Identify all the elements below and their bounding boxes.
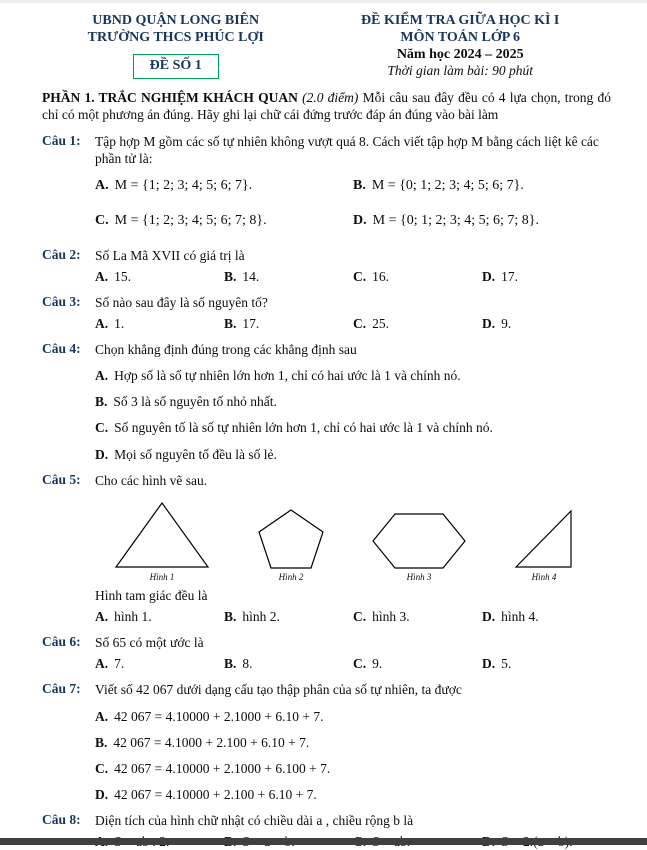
option-d-text: 17. [501,268,518,284]
question-4-text: Chọn khẳng định đúng trong các khẳng định sau [95,342,357,358]
option-c-label: C. [95,212,109,228]
option-d-label: D. [482,655,496,671]
option-b-text: 42 067 = 4.1000 + 2.100 + 6.10 + 7. [113,734,310,750]
option-a-label: A. [95,315,109,331]
option-c-label: C. [353,315,367,331]
pentagon-icon [257,508,325,570]
option-a-label: A. [95,268,109,284]
figure-2-label: Hình 2 [278,571,304,582]
question-7-option-b [95,734,611,752]
question-4 [42,341,611,463]
option-b-text: 17. [242,315,260,331]
exam-title: ĐỀ KIỂM TRA GIỮA HỌC KÌ I [361,13,560,28]
option-b-label: B. [224,655,237,671]
question-7 [42,681,611,803]
option-c-text: 25. [372,315,389,331]
question-4-option-b [95,393,611,411]
right-triangle-icon [513,508,575,570]
school-name: TRƯỜNG THCS PHÚC LỢI [87,29,264,45]
question-2-option-c [353,268,482,286]
option-d-text: M = {0; 1; 2; 3; 4; 5; 6; 7; 8}. [372,212,540,228]
option-b-label: B. [353,177,366,193]
option-b-label: B. [224,268,237,284]
option-a-label: A. [95,368,109,384]
figure-1-label: Hình 1 [149,571,175,582]
exam-subject: MÔN TOÁN LỚP 6 [400,29,521,45]
option-c-text: Số nguyên tố là số tự nhiên lớn hơn 1, chỉ có hai ước là 1 và chính nó. [114,420,493,436]
question-1-option-b [353,177,611,195]
option-a-text: 15. [114,268,131,284]
question-4-label: Câu 4: [42,341,81,357]
section1-intro [42,89,611,124]
option-c-text: 9. [372,655,383,671]
school-year: Năm học 2024 – 2025 [396,46,524,62]
exam-header [42,13,611,80]
option-b-text: hình 2. [242,608,280,624]
question-5-label: Câu 5: [42,472,81,488]
option-a-text: 1. [114,315,125,331]
option-b-label: B. [95,394,108,410]
section1-title: PHẦN 1. TRẮC NGHIỆM KHÁCH QUAN [42,89,298,105]
option-c-text: 16. [372,268,389,284]
option-a-label: A. [95,708,109,724]
question-5 [42,472,611,625]
option-d-text: 5. [501,655,512,671]
question-2-option-a [95,268,224,286]
option-d-text: Mọi số nguyên tố đều là số lẻ. [114,446,277,462]
option-b-text: M = {0; 1; 2; 3; 4; 5; 6; 7}. [371,177,524,193]
option-d-text: 42 067 = 4.10000 + 2.100 + 6.10 + 7. [114,786,317,802]
option-d-text: 9. [501,315,512,331]
question-1-text: Tập hợp M gồm các số tự nhiên không vượt quá 8. Cách viết tập hợp M bằng cách liệt kê các phần tử là: [95,133,599,167]
question-2-text: Số La Mã XVII có giá trị là [95,248,245,264]
question-4-option-c [95,419,611,437]
header-exam-block [309,13,611,80]
option-a-label: A. [95,655,109,671]
question-6-text: Số 65 có một ước là [95,635,204,651]
exam-code-label: ĐỀ SỐ 1 [149,57,202,73]
question-4-options [95,367,611,463]
question-2-label: Câu 2: [42,247,81,263]
question-4-option-d [95,446,611,464]
option-d-label: D. [95,446,109,462]
option-d-text: hình 4. [501,608,539,624]
option-a-text: 7. [114,655,125,671]
option-c-text: M = {1; 2; 3; 4; 5; 6; 7; 8}. [114,212,267,228]
question-7-option-a [95,708,611,726]
option-a-text: 42 067 = 4.10000 + 2.1000 + 6.10 + 7. [114,708,324,724]
question-7-label: Câu 7: [42,681,81,697]
question-7-text: Viết số 42 067 dưới dạng cấu tạo thập phân của số tự nhiên, ta được [95,682,462,698]
exam-duration: Thời gian làm bài: 90 phút [387,63,533,79]
question-5-option-b [224,608,353,626]
option-d-label: D. [482,608,496,624]
question-7-option-d [95,786,611,804]
question-3-option-b [224,315,353,333]
option-c-text: 42 067 = 4.10000 + 2.1000 + 6.100 + 7. [114,760,331,776]
figure-1 [113,500,211,584]
question-1-option-c [95,212,353,230]
question-2-option-b [224,268,353,286]
question-1-label: Câu 1: [42,132,81,148]
option-d-label: D. [482,315,496,331]
question-2-option-d [482,268,611,286]
header-school-block [42,13,309,80]
option-c-label: C. [353,655,367,671]
question-6-option-b [224,655,353,673]
option-b-text: Số 3 là số nguyên tố nhỏ nhất. [113,394,277,410]
option-b-text: 8. [242,655,253,671]
option-d-label: D. [353,212,367,228]
question-3-text: Số nào sau đây là số nguyên tố? [95,295,268,311]
question-3-option-c [353,315,482,333]
question-1 [42,133,611,238]
option-a-text: Hợp số là số tự nhiên lớn hơn 1, chỉ có hai ước là 1 và chính nó. [114,368,461,384]
figure-2 [257,508,325,584]
question-6-option-c [353,655,482,673]
question-2-options [95,268,611,286]
option-c-label: C. [95,420,109,436]
question-8-label: Câu 8: [42,812,81,828]
question-6 [42,634,611,672]
question-5-text: Cho các hình vẽ sau. [95,473,208,489]
question-1-options [95,177,611,230]
option-d-label: D. [482,268,496,284]
question-4-option-a [95,367,611,385]
page-top-edge [0,0,647,3]
org-name: UBND QUẬN LONG BIÊN [92,13,260,28]
question-7-option-c [95,760,611,778]
question-1-option-d [353,212,611,230]
section1-instructions: Mỗi câu sau đây đều có 4 lựa chọn, trong đó chỉ có một phương án đúng. Hãy ghi lại chữ cái đứng trước đáp án đúng vào bài làm [42,89,611,123]
figure-4 [513,508,575,584]
figure-3-label: Hình 3 [406,571,432,582]
question-6-label: Câu 6: [42,634,81,650]
question-8-text: Diện tích của hình chữ nhật có chiều dài a , chiều rộng b là [95,813,414,829]
question-1-option-a [95,177,353,195]
question-6-option-a [95,655,224,673]
page-bottom-edge [0,838,647,845]
question-5-option-a [95,608,224,626]
hexagon-icon [371,512,467,570]
section1-points: (2.0 điểm) [302,89,359,105]
option-c-label: C. [95,760,109,776]
option-a-label: A. [95,608,109,624]
question-3-options [95,315,611,333]
option-b-text: 14. [242,268,260,284]
question-6-option-d [482,655,611,673]
exam-code-box [133,54,219,80]
question-6-options [95,655,611,673]
figure-4-label: Hình 4 [531,571,557,582]
question-2 [42,247,611,285]
option-a-label: A. [95,177,109,193]
option-a-text: hình 1. [114,608,152,624]
option-c-label: C. [353,268,367,284]
option-c-label: C. [353,608,367,624]
question-3-option-d [482,315,611,333]
question-5-figures [95,500,593,584]
question-5-options [95,608,611,626]
option-d-label: D. [95,786,109,802]
question-7-options [95,708,611,804]
figure-3 [371,512,467,584]
option-b-label: B. [224,608,237,624]
question-5-option-d [482,608,611,626]
option-b-label: B. [95,734,108,750]
option-b-label: B. [224,315,237,331]
question-5-option-c [353,608,482,626]
question-3-option-a [95,315,224,333]
question-3-label: Câu 3: [42,294,81,310]
triangle-icon [113,500,211,570]
option-c-text: hình 3. [372,608,410,624]
question-3 [42,294,611,332]
option-a-text: M = {1; 2; 3; 4; 5; 6; 7}. [114,177,253,193]
question-5-subtext: Hình tam giác đều là [95,588,208,604]
